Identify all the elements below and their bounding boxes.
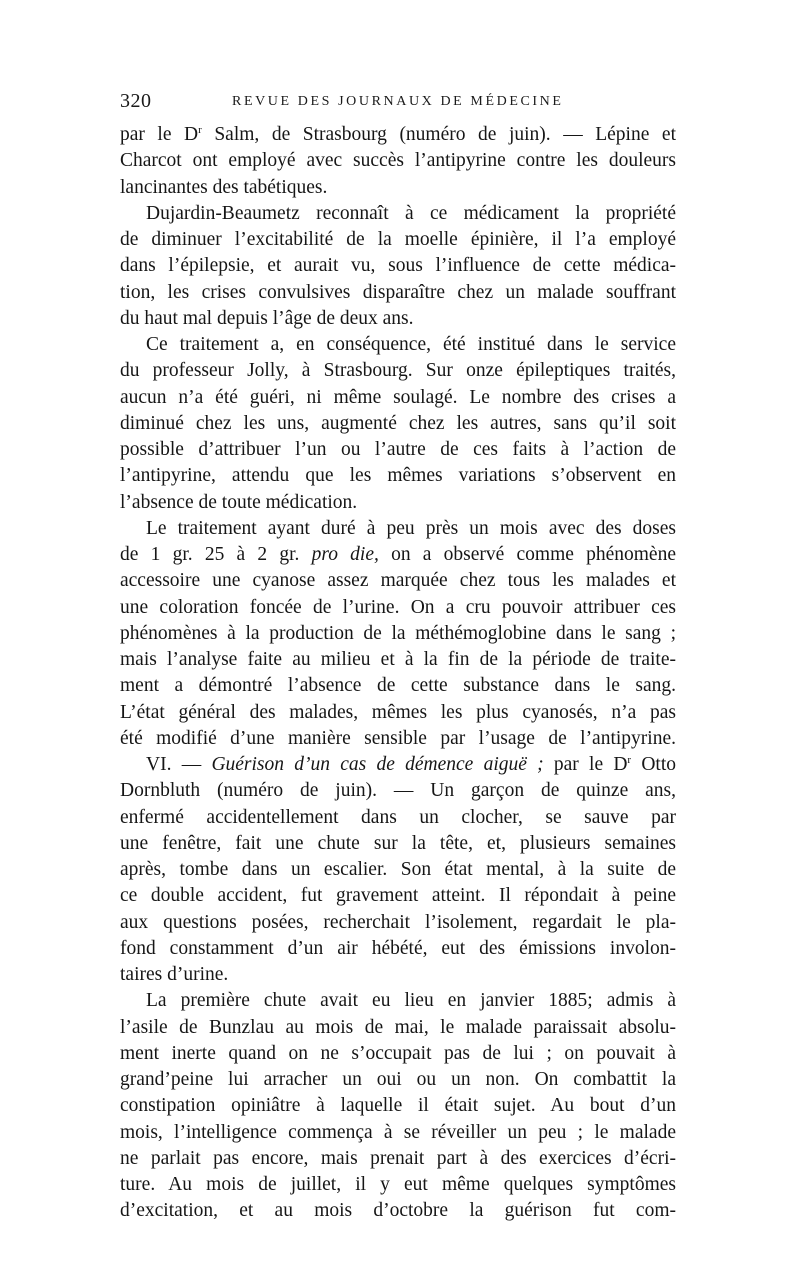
text-line: après, tombe dans un escalier. Son état mental, à la suite de (120, 859, 676, 880)
text-line: d’excitation, et au mois d’octobre la guérison fut com- (120, 1200, 676, 1222)
text-line: ment inerte quand on ne s’occupait pas de lui ; on pouvait à (120, 1042, 676, 1064)
text-line: une coloration foncée de l’urine. On a cru pouvoir attribuer ces (120, 596, 676, 618)
text-line: fond constamment d’un air hébété, eut des émissions involon- (120, 937, 676, 959)
superscript: r (198, 124, 202, 136)
italic-text: Guérison d’un cas de démence aiguë ; (211, 754, 544, 775)
text-span: Salm, de Strasbourg (numéro de juin). — Lépine et (201, 124, 676, 145)
text-span: on a observé comme phénomène (378, 544, 676, 565)
text-line: Ce traitement a, en conséquence, été institué dans le service (146, 334, 676, 355)
text-line: lancinantes des tabétiques. (120, 176, 328, 198)
text-line (120, 122, 676, 148)
text-line: été modifié d’une manière sensible par l’usage de l’antipyrine. (120, 727, 676, 749)
text-line: ture. Au mois de juillet, il y eut même quelques symptômes (120, 1174, 676, 1195)
text-line: l’absence de toute médication. (120, 491, 358, 513)
text-span: de 1 gr. 25 à 2 gr. (120, 544, 312, 565)
text-line: de diminuer l’excitabilité de la moelle épinière, il l’a employé (120, 229, 676, 250)
text-line: dans l’épilepsie, et aurait vu, sous l’influence de cette médica- (120, 255, 676, 277)
text-line: Charcot ont employé avec succès l’antipyrine contre les douleurs (120, 150, 676, 172)
text-line: Dujardin-Beaumetz reconnaît à ce médicament la propriété (146, 202, 676, 224)
text-line: phénomènes à la production de la méthémoglobine dans le sang ; (120, 622, 676, 644)
text-line: Le traitement ayant duré à peu près un mois avec des doses (146, 517, 676, 539)
body-text (120, 122, 676, 1225)
text-line: La première chute avait eu lieu en janvier 1885; admis à (146, 990, 676, 1012)
text-line: taires d’urine. (120, 964, 229, 985)
text-line: l’asile de Bunzlau au mois de mai, le malade paraissait absolu- (120, 1016, 676, 1038)
running-head: REVUE DES JOURNAUX DE MÉDECINE (232, 94, 564, 109)
text-line: ment a démontré l’absence de cette substance dans le sang. (120, 675, 676, 697)
text-line: accessoire une cyanose assez marquée chez tous les malades et (120, 570, 676, 592)
text-line: l’antipyrine, attendu que les mêmes variations s’observent en (120, 465, 676, 487)
page-header (120, 90, 680, 114)
text-line: L’état général des malades, mêmes les plus cyanosés, n’a pas (120, 701, 676, 723)
text-line: ne parlait pas encore, mais prenait part à des exercices d’écri- (120, 1147, 676, 1169)
text-line: possible d’attribuer l’un ou l’autre de ces faits à l’action de (120, 439, 676, 460)
text-span: par le D (543, 754, 628, 775)
text-line: une fenêtre, fait une chute sur la tête, et, plusieurs semaines (120, 832, 676, 854)
text-line: du professeur Jolly, à Strasbourg. Sur onze épileptiques traités, (120, 360, 676, 382)
italic-text: pro die, (311, 544, 379, 565)
text-line: aucun n’a été guéri, ni même soulagé. Le nombre des crises a (120, 386, 676, 408)
text-span: par le D (120, 124, 199, 145)
text-line: enfermé accidentellement dans un clocher, se sauve par (120, 806, 676, 828)
text-line: du haut mal depuis l’âge de deux ans. (120, 307, 414, 329)
page-number: 320 (120, 90, 152, 112)
text-line: constipation opiniâtre à laquelle il était sujet. Au bout d’un (120, 1095, 676, 1117)
text-line: mais l’analyse faite au milieu et à la fin de la période de traite- (120, 649, 676, 670)
text-line: aux questions posées, recherchait l’isolement, regardait le pla- (120, 911, 676, 933)
text-line: mois, l’intelligence commença à se réveiller un peu ; le malade (120, 1121, 676, 1143)
superscript: r (627, 754, 632, 766)
text-line: tion, les crises convulsives disparaître chez un malade souffrant (120, 281, 676, 303)
text-line (120, 752, 676, 778)
text-span: Otto (631, 754, 677, 775)
text-line: ce double accident, fut gravement atteint. Il répondait à peine (120, 885, 676, 907)
text-line: grand’peine lui arracher un oui ou un non. On combattit la (120, 1069, 676, 1090)
text-span: VI. — (146, 754, 212, 775)
text-line: diminué chez les uns, augmenté chez les autres, sans qu’il soit (120, 412, 676, 434)
text-line: Dornbluth (numéro de juin). — Un garçon de quinze ans, (120, 780, 676, 802)
text-line (120, 542, 676, 568)
